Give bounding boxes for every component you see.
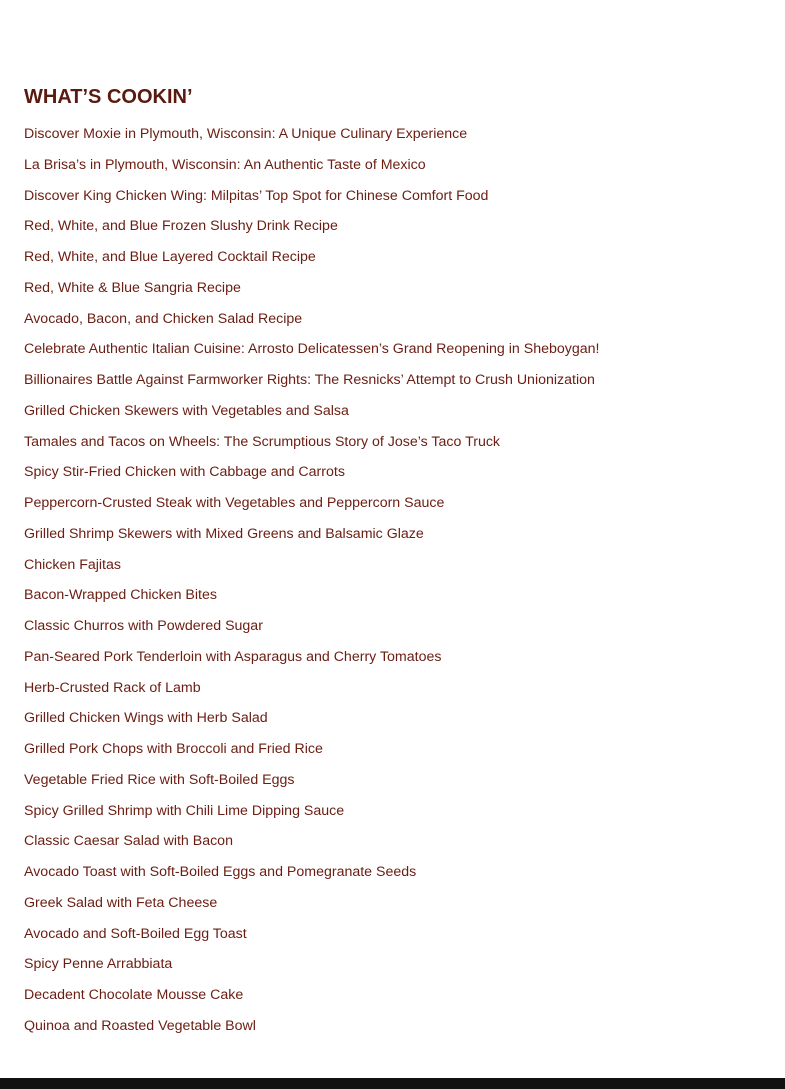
- list-item: [24, 278, 599, 309]
- post-link[interactable]: Grilled Chicken Wings with Herb Salad: [24, 710, 268, 727]
- post-link[interactable]: Bacon-Wrapped Chicken Bites: [24, 587, 217, 604]
- widget-title: WHAT’S COOKIN’: [24, 86, 193, 108]
- post-link[interactable]: Celebrate Authentic Italian Cuisine: Arrosto Delicatessen’s Grand Reopening in Sheboygan!: [24, 341, 600, 358]
- post-link[interactable]: Greek Salad with Feta Cheese: [24, 894, 218, 911]
- post-link[interactable]: Herb-Crusted Rack of Lamb: [24, 679, 201, 696]
- post-link[interactable]: Quinoa and Roasted Vegetable Bowl: [24, 1017, 256, 1034]
- post-link[interactable]: Pan-Seared Pork Tenderloin with Asparagus and Cherry Tomatoes: [24, 648, 442, 665]
- post-link[interactable]: Decadent Chocolate Mousse Cake: [24, 987, 244, 1003]
- list-item: [24, 831, 599, 862]
- recent-posts-list: [24, 124, 599, 1047]
- post-link[interactable]: Peppercorn-Crusted Steak with Vegetables and Peppercorn Sauce: [24, 495, 445, 511]
- list-item: [24, 862, 599, 893]
- list-item: [24, 801, 599, 832]
- post-link[interactable]: La Brisa’s in Plymouth, Wisconsin: An Authentic Taste of Mexico: [24, 156, 426, 173]
- post-link[interactable]: Avocado, Bacon, and Chicken Salad Recipe: [24, 310, 303, 327]
- post-link[interactable]: Discover Moxie in Plymouth, Wisconsin: A Unique Culinary Experience: [24, 126, 468, 142]
- post-link[interactable]: Chicken Fajitas: [24, 556, 121, 573]
- list-item: [24, 985, 599, 1016]
- list-item: [24, 186, 599, 217]
- footer-bar: [0, 1078, 785, 1089]
- post-link[interactable]: Spicy Grilled Shrimp with Chili Lime Dipping Sauce: [24, 802, 345, 819]
- post-link[interactable]: Vegetable Fried Rice with Soft-Boiled Eggs: [24, 771, 295, 788]
- list-item: [24, 770, 599, 801]
- post-link[interactable]: Avocado Toast with Soft-Boiled Eggs and Pomegranate Seeds: [24, 864, 417, 880]
- list-item: [24, 1016, 599, 1047]
- list-item: [24, 462, 599, 493]
- list-item: [24, 155, 599, 186]
- post-link[interactable]: Red, White, and Blue Frozen Slushy Drink Recipe: [24, 218, 338, 235]
- list-item: [24, 247, 599, 278]
- list-item: [24, 739, 599, 770]
- list-item: [24, 124, 599, 155]
- post-link[interactable]: Discover King Chicken Wing: Milpitas’ Top Spot for Chinese Comfort Food: [24, 187, 489, 204]
- post-link[interactable]: Spicy Penne Arrabbiata: [24, 956, 173, 973]
- list-item: [24, 647, 599, 678]
- list-item: [24, 954, 599, 985]
- post-link[interactable]: Classic Churros with Powdered Sugar: [24, 618, 263, 634]
- post-link[interactable]: Grilled Pork Chops with Broccoli and Fried Rice: [24, 741, 323, 757]
- list-item: [24, 678, 599, 709]
- recent-posts-widget: [24, 84, 764, 1034]
- list-item: [24, 616, 599, 647]
- list-item: [24, 555, 599, 586]
- post-link[interactable]: Red, White, and Blue Layered Cocktail Recipe: [24, 249, 316, 265]
- post-link[interactable]: Classic Caesar Salad with Bacon: [24, 833, 233, 850]
- post-link[interactable]: Grilled Shrimp Skewers with Mixed Greens and Balsamic Glaze: [24, 525, 424, 542]
- list-item: [24, 432, 599, 463]
- post-link[interactable]: Avocado and Soft-Boiled Egg Toast: [24, 925, 247, 942]
- list-item: [24, 309, 599, 340]
- list-item: [24, 216, 599, 247]
- post-link[interactable]: Billionaires Battle Against Farmworker Rights: The Resnicks’ Attempt to Crush Unionization: [24, 372, 595, 388]
- post-link[interactable]: Spicy Stir-Fried Chicken with Cabbage and Carrots: [24, 464, 345, 481]
- list-item: [24, 370, 599, 401]
- post-link[interactable]: Tamales and Tacos on Wheels: The Scrumptious Story of Jose’s Taco Truck: [24, 433, 501, 450]
- list-item: [24, 524, 599, 555]
- list-item: [24, 493, 599, 524]
- list-item: [24, 924, 599, 955]
- list-item: [24, 893, 599, 924]
- post-link[interactable]: Red, White & Blue Sangria Recipe: [24, 279, 241, 296]
- list-item: [24, 339, 599, 370]
- list-item: [24, 585, 599, 616]
- list-item: [24, 708, 599, 739]
- list-item: [24, 401, 599, 432]
- post-link[interactable]: Grilled Chicken Skewers with Vegetables and Salsa: [24, 402, 349, 419]
